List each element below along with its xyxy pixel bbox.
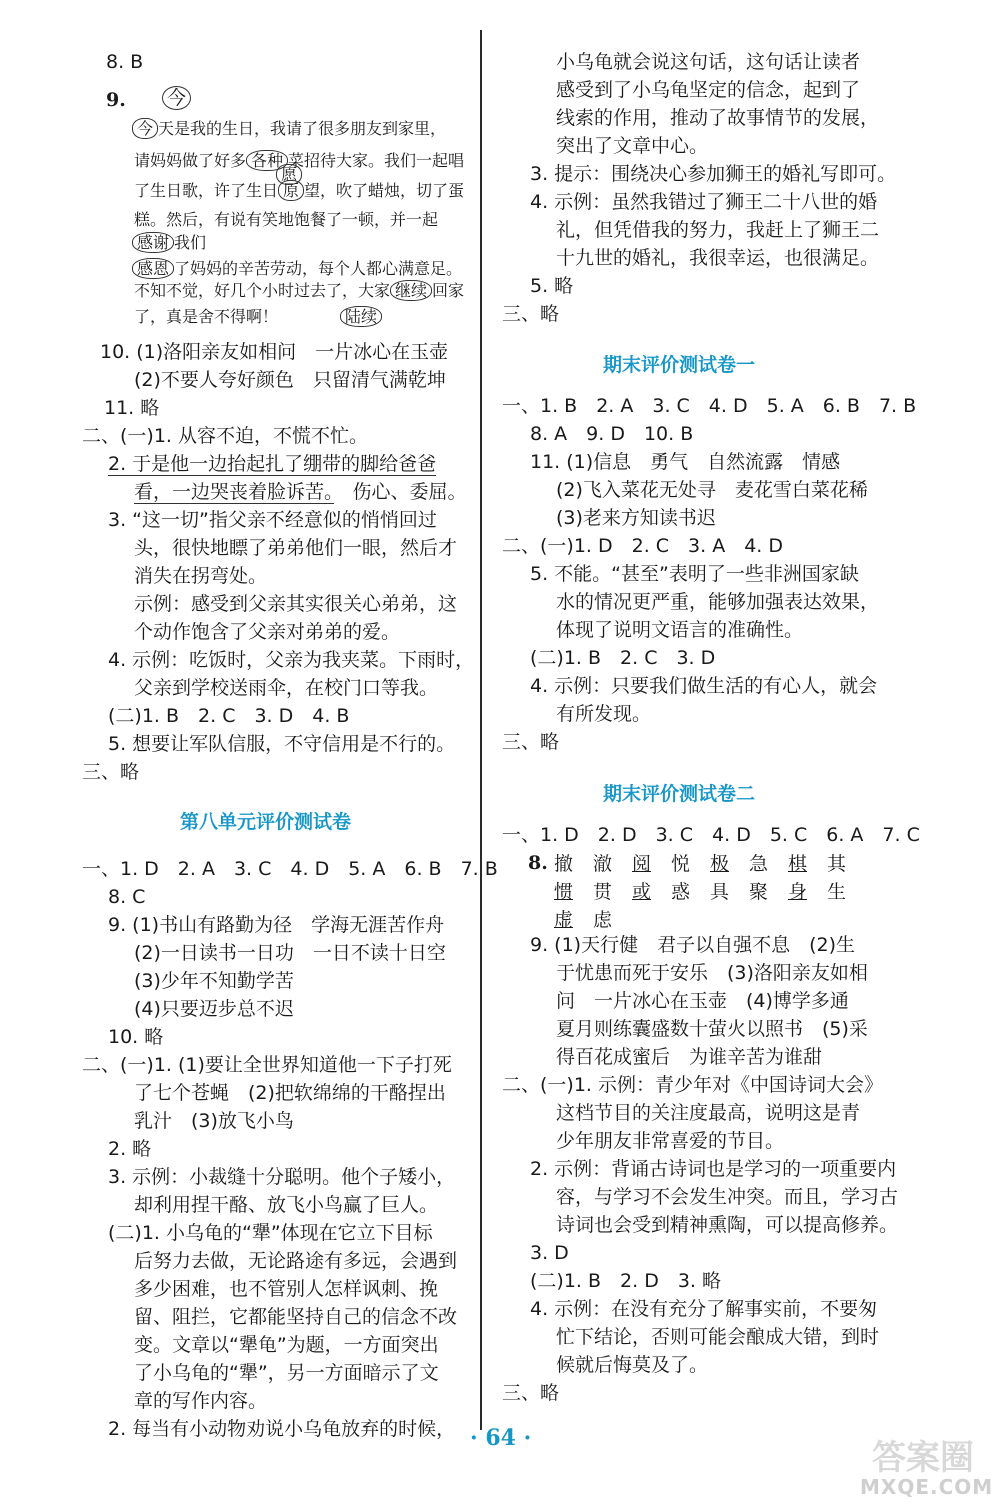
exercise-row-1: 今 天是我的生日，我请了很多朋友到家里， <box>132 118 446 140</box>
r-line-4: 突出了文章中心。 <box>556 135 709 157</box>
char-cell: 虑 <box>593 909 613 931</box>
final1-q5a: 5. 不能。“甚至”表明了一些非洲国家缺 <box>530 563 859 585</box>
unit8-part2b-q1b: 后努力去做，无论路途有多远，会遇到 <box>134 1250 458 1272</box>
unit8-q8: 8. C <box>108 886 146 908</box>
unit8-q9-2: (2)一日读书一日功 一日不读十日空 <box>134 942 446 964</box>
r-line-2: 感受到了小乌龟坚定的信念，起到了 <box>556 79 861 101</box>
unit8-part2b-q1e: 变。文章以“犟龟”为题，一方面突出 <box>134 1334 439 1356</box>
r-line-6: 4. 示例：虽然我错过了狮王二十八世的婚 <box>530 191 878 213</box>
final2-q9c: 问 一片冰心在玉壶 (4)博学多通 <box>556 990 849 1012</box>
final2-q9e: 得百花成蜜后 为谁辛苦为谁甜 <box>556 1046 823 1068</box>
final2-part1: 一、1. D 2. D 3. C 4. D 5. C 6. A 7. C <box>502 824 920 846</box>
answer-8: 8. B <box>106 51 144 73</box>
unit8-part2b-q1f: 了小乌龟的“犟”，另一方面暗示了文 <box>134 1362 439 1384</box>
final1-q8-10: 8. A 9. D 10. B <box>530 423 694 445</box>
exercise-row-5: 感谢 我们 <box>132 232 206 254</box>
final1-part2b: (二)1. B 2. C 3. D <box>530 647 716 669</box>
final1-q11-2: (2)飞入菜花无处寻 麦花雪白菜花稀 <box>556 479 868 501</box>
final2-part2-q2b: 容，与学习不会发生冲突。而且，学习古 <box>556 1186 899 1208</box>
section-2-q1: 二、(一)1. 从容不迫，不慌不忙。 <box>82 425 368 447</box>
circled-char: 今 <box>162 86 191 110</box>
final1-part1: 一、1. B 2. A 3. C 4. D 5. A 6. B 7. B <box>502 395 917 417</box>
final1-part2: 二、(一)1. D 2. C 3. A 4. D <box>502 535 784 557</box>
char-cell: 身 <box>788 881 808 903</box>
unit8-part2-q3a: 3. 示例：小裁缝十分聪明。他个子矮小， <box>108 1166 456 1188</box>
r-line-8: 十九世的婚礼，我很幸运，也很满足。 <box>556 247 880 269</box>
final2-part3: 三、略 <box>502 1382 560 1404</box>
char-cell: 极 <box>710 853 730 875</box>
char-cell: 贯 <box>593 881 613 903</box>
r-line-3: 线索的作用，推动了故事情节的发展， <box>556 107 880 129</box>
correction-luxu: 陆续 <box>340 306 382 328</box>
char-pairs-row-3 <box>554 905 632 932</box>
final2-part2b: (二)1. B 2. D 3. 略 <box>530 1270 721 1292</box>
section-3: 三、略 <box>82 761 140 783</box>
final1-q11-3: (3)老来方知读书迟 <box>556 507 716 529</box>
section-2-q4b: 父亲到学校送雨伞，在校门口等我。 <box>134 677 439 699</box>
correction-yuan: 愿 <box>276 164 302 186</box>
exercise-row-8: 了，真是舍不得啊！ <box>134 307 279 326</box>
final1-q5c: 体现了说明文语言的准确性。 <box>556 619 804 641</box>
char-cell: 其 <box>827 853 847 875</box>
answer-10-1: 10. (1)洛阳亲友如相问 一片冰心在玉壶 <box>100 341 449 363</box>
unit8-q10: 10. 略 <box>108 1026 164 1048</box>
answer-9-number: 9. <box>106 89 126 111</box>
char-cell: 阅 <box>632 853 652 875</box>
final-test-2-title: 期末评价测试卷二 <box>603 783 756 805</box>
section-2-q3b: 头，很快地瞟了弟弟他们一眼，然后才 <box>134 537 458 559</box>
unit8-part1: 一、1. D 2. A 3. C 4. D 5. A 6. B 7. B <box>82 858 498 880</box>
final2-part2b-q4a: 4. 示例：在没有充分了解事实前，不要匆 <box>530 1298 878 1320</box>
char-cell: 惯 <box>554 881 574 903</box>
unit8-part2-q2: 2. 略 <box>108 1138 152 1160</box>
final1-q4b: 有所发现。 <box>556 703 652 725</box>
section-2-q4a: 4. 示例：吃饭时，父亲为我夹菜。下雨时， <box>108 649 475 671</box>
final2-part2b-q4b: 忙下结论，否则可能会酿成大错，到时 <box>556 1326 880 1348</box>
page-number: · 64 · <box>470 1425 532 1451</box>
char-cell: 悦 <box>671 853 691 875</box>
char-cell: 惑 <box>671 881 691 903</box>
unit8-part2b-q1d: 留、阻拦，它都能坚持自己的信念不改 <box>134 1306 458 1328</box>
unit8-part2b-q1g: 章的写作内容。 <box>134 1390 268 1412</box>
char-pairs-row-2 <box>554 877 866 904</box>
exercise-row-3: 了生日歌，许了生日 原 望，吹了蜡烛，切了蛋 <box>134 181 465 200</box>
final2-q8-number: 8. <box>528 852 548 874</box>
final1-q4a: 4. 示例：只要我们做生活的有心人，就会 <box>530 675 878 697</box>
char-cell: 撤 <box>554 853 574 875</box>
unit8-part2-q1b: 了七个苍蝇 (2)把软绵绵的干酪捏出 <box>134 1082 446 1104</box>
column-divider <box>480 30 482 1430</box>
char-cell: 生 <box>827 881 847 903</box>
final1-q11-1: 11. (1)信息 勇气 自然流露 情感 <box>530 451 841 473</box>
char-cell: 聚 <box>749 881 769 903</box>
final2-part2-q2c: 诗词也会受到精神熏陶，可以提高修养。 <box>556 1214 899 1236</box>
char-cell: 急 <box>749 853 769 875</box>
final2-q9d: 夏月则练囊盛数十萤火以照书 (5)采 <box>556 1018 868 1040</box>
watermark-url: MXQE.COM <box>860 1475 994 1499</box>
exercise-row-4: 糕。然后，有说有笑地饱餐了一顿，并一起 <box>134 210 439 229</box>
final2-part2-q1a: 二、(一)1. 示例：青少年对《中国诗词大会》 <box>502 1074 883 1096</box>
unit8-q9-3: (3)少年不知勤学苦 <box>134 970 294 992</box>
final2-part2-q1b: 这档节目的关注度最高，说明这是青 <box>556 1102 861 1124</box>
final2-part2b-q4c: 候就后悔莫及了。 <box>556 1354 709 1376</box>
section-2-part2: (二)1. B 2. C 3. D 4. B <box>108 705 350 727</box>
unit8-part2b-q1c: 多少困难，也不管别人怎样讽刺、挽 <box>134 1278 439 1300</box>
unit8-q9-4: (4)只要迈步总不迟 <box>134 998 294 1020</box>
char-cell: 或 <box>632 881 652 903</box>
answer-11: 11. 略 <box>104 397 160 419</box>
section-2-q3c: 消失在拐弯处。 <box>134 565 268 587</box>
final2-part2-q3: 3. D <box>530 1242 569 1264</box>
char-cell: 虚 <box>554 909 574 931</box>
r-line-1: 小乌龟就会说这句话，这句话让读者 <box>556 51 861 73</box>
section-2-q3d: 示例：感受到父亲其实很关心弟弟，这 <box>134 593 458 615</box>
answer-10-2: (2)不要人夸好颜色 只留清气满乾坤 <box>134 369 446 391</box>
unit-8-title: 第八单元评价测试卷 <box>180 811 352 833</box>
final2-part2-q1c: 少年朋友非常喜爱的节目。 <box>556 1130 785 1152</box>
r-line-10: 三、略 <box>502 303 560 325</box>
unit8-part2b-q1a: (二)1. 小乌龟的“犟”体现在它立下目标 <box>108 1222 433 1244</box>
section-2-q3e: 个动作饱含了父亲对弟弟的爱。 <box>134 621 401 643</box>
char-cell: 具 <box>710 881 730 903</box>
r-line-7: 礼，但凭借我的努力，我赶上了狮王二 <box>556 219 880 241</box>
r-line-9: 5. 略 <box>530 275 574 297</box>
exercise-row-6: 感恩 了妈妈的辛苦劳动，每个人都心满意足。 <box>132 258 462 280</box>
final1-q5b: 水的情况更严重，能够加强表达效果， <box>556 591 880 613</box>
char-cell: 澈 <box>593 853 613 875</box>
char-pairs-row-1 <box>554 849 866 876</box>
unit8-q9-1: 9. (1)书山有路勤为径 学海无涯苦作舟 <box>108 914 445 936</box>
unit8-part2-q1a: 二、(一)1. (1)要让全世界知道他一下子打死 <box>82 1054 452 1076</box>
section-2-q5: 5. 想要让军队信服，不守信用是不行的。 <box>108 733 456 755</box>
final2-part2-q2a: 2. 示例：背诵古诗词也是学习的一项重要内 <box>530 1158 897 1180</box>
unit8-part2-q3b: 却利用捏干酪、放飞小鸟赢了巨人。 <box>134 1194 439 1216</box>
watermark-logo: 答案圈 <box>872 1438 974 1478</box>
final1-part3: 三、略 <box>502 731 560 753</box>
exercise-row-2: 请妈妈做了好多 各种 菜招待大家。我们一起唱 <box>134 151 465 170</box>
section-2-q2a: 2. 于是他一边抬起扎了绷带的脚给爸爸 <box>108 453 437 475</box>
section-2-q2b: 看，一边哭丧着脸诉苦。 伤心、委屈。 <box>134 481 467 503</box>
final2-q9b: 于忧患而死于安乐 (3)洛阳亲友如相 <box>556 962 868 984</box>
r-line-5: 3. 提示：围绕决心参加狮王的婚礼写即可。 <box>530 163 897 185</box>
exercise-row-7: 不知不觉，好几个小时过去了，大家 继续 回家 <box>134 281 465 300</box>
section-2-q3a: 3. “这一切”指父亲不经意似的悄悄回过 <box>108 509 437 531</box>
unit8-part2-q1c: 乳汁 (3)放飞小鸟 <box>134 1110 294 1132</box>
final-test-1-title: 期末评价测试卷一 <box>603 354 756 376</box>
final2-q9a: 9. (1)天行健 君子以自强不息 (2)生 <box>530 934 855 956</box>
unit8-part2b-q2a: 2. 每当有小动物劝说小乌龟放弃的时候， <box>108 1418 456 1440</box>
char-cell: 棋 <box>788 853 808 875</box>
